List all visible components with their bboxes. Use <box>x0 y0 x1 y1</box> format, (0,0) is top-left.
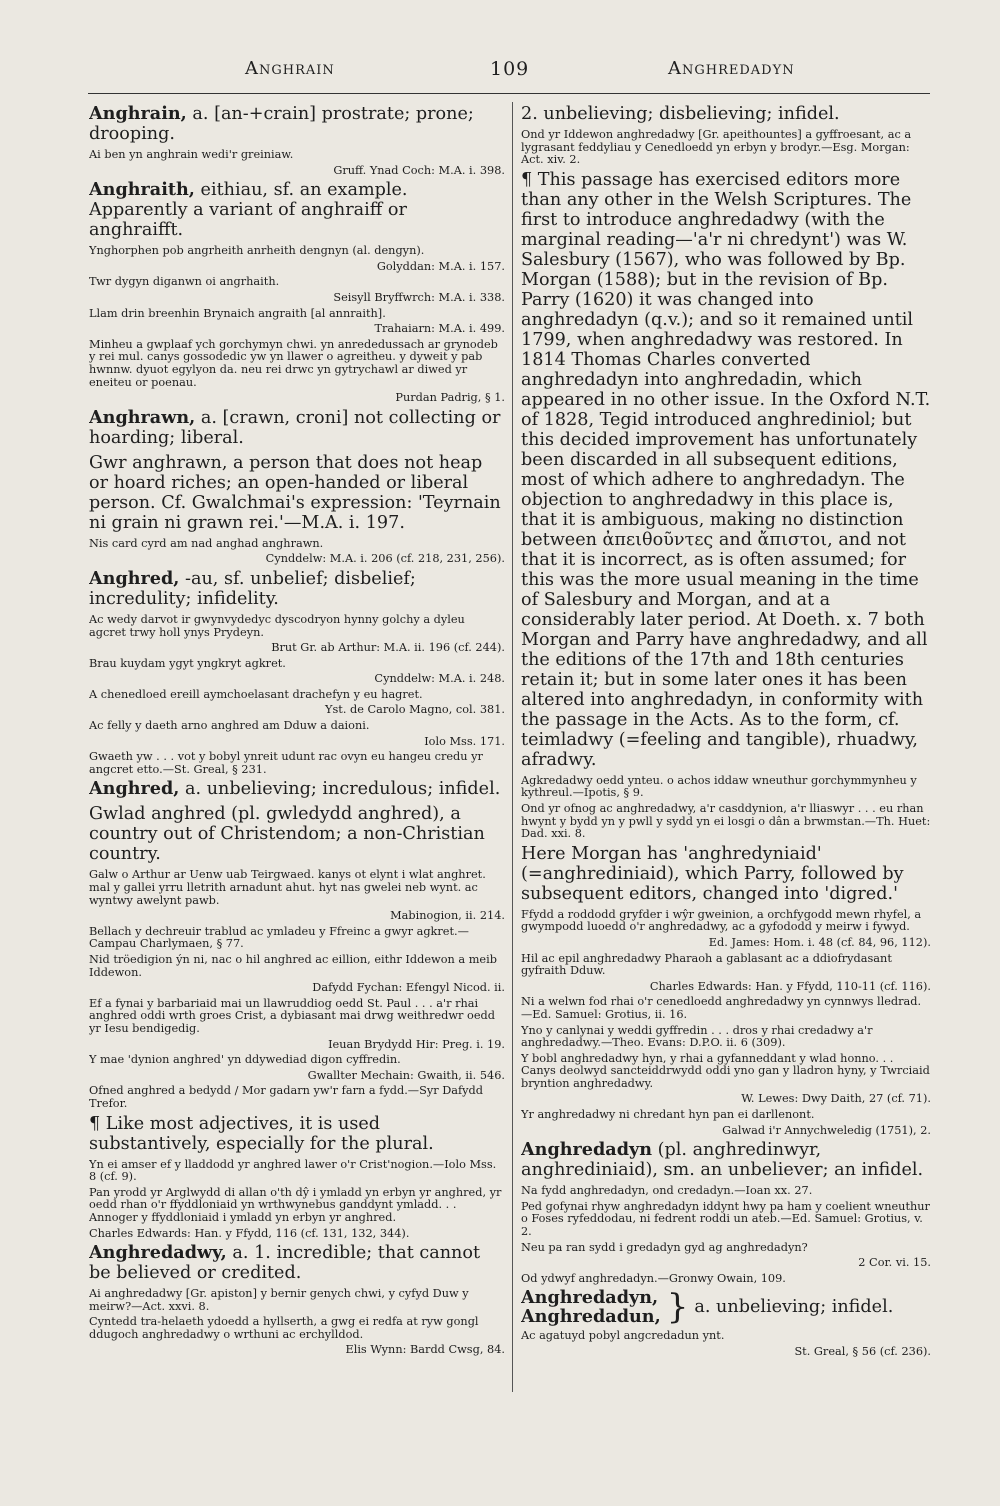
dictionary-entry <box>89 180 505 240</box>
citation: Charles Edwards: Han. y Ffydd, 116 (cf. 131, 132, 344). <box>89 1226 410 1240</box>
citation: Elis Wynn: Bardd Cwsg, 84. <box>345 1343 505 1357</box>
quotation: Ac felly y daeth arno anghred am Dduw a daioni. <box>89 719 370 733</box>
running-head-right: Anghredadyn <box>668 58 795 79</box>
sense-text: 2. unbelieving; disbelieving; infidel. <box>521 104 840 124</box>
quotation: Twr dygyn diganwn oi angrhaith. <box>89 275 280 289</box>
header-rule <box>88 93 930 94</box>
quotation: Yno y canlynai y weddi gyffredin . . . dros y rhai credadwy a'r anghredadwy.—Theo. Evans: D.P.O. ii. 6 (309). <box>521 1023 873 1050</box>
quotation: Minheu a gwplaaf ych gorchymyn chwi. yn anrededussach ar grynodeb y rei mul. canys gossodedic yw yn llawer o agreitheu. y dyweit y pab hwnnw. dyuot egylyon da. neu rei drwc yn gytrychawl ar diwed yr eneiteu or poenau. <box>89 337 498 389</box>
definition: a. unbelieving; infidel. <box>694 1297 894 1318</box>
citation: Yst. de Carolo Magno, col. 381. <box>325 703 505 717</box>
quotation: Gwaeth yw . . . vot y bobyl ynreit udunt rac ovyn eu hangeu credu yr angcret etto.—St. Greal, § 231. <box>89 750 483 776</box>
headword: Anghrain, <box>89 104 187 124</box>
citation: Trahaiarn: M.A. i. 499. <box>374 322 505 336</box>
headword-group <box>521 1288 661 1326</box>
quotation: Ai ben yn anghrain wedi'r greiniaw. <box>89 148 294 161</box>
definition: -au, sf. unbelief; disbelief; incredulity; infidelity. <box>89 568 416 609</box>
citation: Purdan Padrig, § 1. <box>395 391 505 405</box>
quotation: Agkredadwy oedd ynteu. o achos iddaw wneuthur gorchymmynheu y kythreul.—Ipotis, § 9. <box>521 773 917 800</box>
definition: a. 1. incredible; that cannot be believed or credited. <box>89 1243 481 1284</box>
quotation: Nis card cyrd am nad anghad anghrawn. <box>89 536 324 550</box>
citation: Charles Edwards: Han. y Ffydd, 110-11 (cf. 116). <box>649 979 931 993</box>
dictionary-entry <box>89 1243 505 1283</box>
quotation: Bellach y dechreuir trablud ac ymladeu y Ffreinc a gwyr agkret.—Campau Charlymaen, § 77. <box>89 924 469 951</box>
quotation: Galw o Arthur ar Uenw uab Teirgwaed. kanys ot elynt i wlat anghret. mal y gallei yrru lletrith arnadunt ahut. hyt nas gwelei neb wynt. ac wyntwy awelynt pawb. <box>89 868 486 907</box>
definition: (pl. anghredinwyr, anghrediniaid), sm. an unbeliever; an infidel. <box>521 1140 924 1181</box>
quotation: Ofned anghred a bedydd / Mor gadarn yw'r farn a fydd.—Syr Dafydd Trefor. <box>89 1084 484 1110</box>
quotation: Ynghorphen pob angrheith anrheith dengnyn (al. dengyn). <box>89 244 425 258</box>
citation: Iolo Mss. 171. <box>424 734 505 748</box>
right-column <box>521 104 931 1484</box>
dictionary-entry <box>89 104 505 144</box>
quotation: Ac wedy darvot ir gwynvydedyc dyscodryon hynny golchy a dyleu agcret trwy holl ynys Prydeyn. <box>89 612 465 639</box>
quotation: Yr anghredadwy ni chredant hyn pan ei darllenont. <box>521 1108 815 1122</box>
quotation: Brau kuydam ygyt yngkryt agkret. <box>89 656 286 670</box>
quotation: Neu pa ran sydd i gredadyn gyd ag anghredadyn? <box>521 1240 808 1254</box>
definition: eithiau, sf. an example. Apparently a variant of anghraiff or anghraifft. <box>89 180 408 241</box>
citation: Gwallter Mechain: Gwaith, ii. 546. <box>307 1068 505 1082</box>
quotation: Hil ac epil anghredadwy Pharaoh a gablasant ac a ddiofrydasant gyfraith Dduw. <box>521 951 892 978</box>
headword: Anghredadun, <box>521 1306 661 1328</box>
quotation: Ond yr Iddewon anghredadwy [Gr. apeithountes] a gyffroesant, ac a lygrasant feddyliau y Cenedloedd yn erbyn y brodyr.—Esg. Morgan: Act. xiv. 2. <box>521 128 912 167</box>
sense-text: Gwlad anghred (pl. gwledydd anghred), a country out of Christendom; a non-Christian country. <box>89 804 485 865</box>
quotation: Ef a fynai y barbariaid mai un llawruddiog oedd St. Paul . . . a'r rhai anghred oddi wrth groes Crist, a dybiasant mai drwg weithredwr oedd yr Iesu bendigedig. <box>89 996 495 1035</box>
sense-text: ¶ This passage has exercised editors more than any other in the Welsh Scriptures. The first to introduce anghredadwy (with the marginal reading—'a'r ni chredynt') was W. Salesbury (1567), who was followed by Bp. Morgan (1588); but in the revision of Bp. Parry (1620) it was changed into anghredadyn (q.v.); and so it remained until 1799, when anghredadwy was restored. In 1814 Thomas Charles converted anghredadyn into anghredadin, which appeared in no other issue. In the Oxford N.T. of 1828, Tegid introduced anghrediniol; but this decided improvement has unfortunately been discarded in all subsequent editions, most of which adhere to anghredadyn. The objection to anghredadwy in this place is, that it is ambiguous, making no distinction between ἀπειθοῦντες and ἄπιστοι, and not that it is incorrect, as is often assumed; for this was the more usual meaning in the time of Salesbury and Morgan, and at a considerably later period. At Doeth. x. 7 both Morgan and Parry have anghredadwy, and all the editions of the 17th and 18th centuries retain it; but in some later ones it has been altered into anghredadyn, in conformity with the passage in the Acts. As to the form, cf. teimladwy (=feeling and tangible), rhuadwy, afradwy. <box>521 169 931 770</box>
quotation: Na fydd anghredadyn, ond credadyn.—Ioan xx. 27. <box>521 1184 813 1198</box>
quotation: Y mae 'dynion anghred' yn ddywediad digon cyffredin. <box>89 1053 401 1067</box>
citation: Dafydd Fychan: Efengyl Nicod. ii. <box>312 981 505 995</box>
brace-glyph: } <box>666 1287 689 1328</box>
sense-text: ¶ Like most adjectives, it is used substantively, especially for the plural. <box>89 1113 434 1154</box>
left-column <box>89 104 505 1484</box>
quotation: Ond yr ofnog ac anghredadwy, a'r casddynion, a'r lliaswyr . . . eu rhan hwynt y bydd yn y pwll y sydd yn ei losgi o dân a brwmstan.—Th. Huet: Dad. xxi. 8. <box>521 801 931 841</box>
headword: Anghredadyn <box>521 1139 653 1161</box>
citation: Mabinogion, ii. 214. <box>390 909 505 923</box>
dictionary-entry <box>89 408 505 448</box>
quotation: Nid tröedigion ýn ni, nac o hil anghred ac eillion, eithr Iddewon a meib Iddewon. <box>89 953 497 979</box>
dictionary-entry <box>521 1288 931 1326</box>
definition: a. unbelieving; incredulous; infidel. <box>185 779 501 800</box>
sense-text: Gwr anghrawn, a person that does not heap or hoard riches; an open-handed or liberal person. Cf. Gwalchmai's expression: 'Teyrnain ni grain ni grawn rei.'—M.A. i. 197. <box>89 452 501 533</box>
running-head-left: Anghrain <box>245 58 335 79</box>
citation: W. Lewes: Dwy Daith, 27 (cf. 71). <box>741 1092 931 1106</box>
headword: Anghredadyn, <box>521 1287 659 1309</box>
quotation: Llam drin breenhin Brynaich angraith [al annraith]. <box>89 306 386 320</box>
quotation: Od ydwyf anghredadyn.—Gronwy Owain, 109. <box>521 1271 786 1285</box>
quotation: Pan yrodd yr Arglwydd di allan o'th dŷ i ymladd yn erbyn yr anghred, yr oedd rhan o'r ffyddloniaid yn wrthwynebus ganddynt ymladd. . . Annoger y ffyddloniaid i ymladd yn erbyn yr anghred. <box>89 1185 502 1224</box>
headword: Anghred, <box>89 567 180 589</box>
page-number: 109 <box>490 58 530 80</box>
headword: Anghrawn, <box>89 406 196 428</box>
quotation: Ped gofynai rhyw anghredadyn iddynt hwy pa ham y coelient wneuthur o Foses ryfeddodau, ni fedrent roddi un ateb.—Ed. Samuel: Grotius, v. 2. <box>521 1199 930 1239</box>
quotation: Ac agatuyd pobyl angcredadun ynt. <box>521 1329 725 1343</box>
citation: Ieuan Brydydd Hir: Preg. i. 19. <box>328 1037 505 1051</box>
citation: Cynddelw: M.A. i. 206 (cf. 218, 231, 256). <box>265 552 505 566</box>
citation: Brut Gr. ab Arthur: M.A. ii. 196 (cf. 244). <box>271 641 505 655</box>
definition: a. [crawn, croni] not collecting or hoarding; liberal. <box>89 407 501 448</box>
citation: Gruff. Ynad Coch: M.A. i. 398. <box>333 163 505 177</box>
dictionary-entry <box>89 779 505 799</box>
column-separator <box>512 102 513 1392</box>
headword: Anghraith, <box>89 179 195 201</box>
quotation: Ai anghredadwy [Gr. apiston] y bernir genych chwi, y cyfyd Duw y meirw?—Act. xxvi. 8. <box>89 1287 469 1313</box>
citation: Ed. James: Hom. i. 48 (cf. 84, 96, 112). <box>708 935 931 949</box>
quotation: Ffydd a roddodd gryfder i wŷr gweinion, a orchfygodd mewn rhyfel, a gwympodd luoedd o'r anghredadwy, ac a gyfododd y meirw i fywyd. <box>521 907 922 934</box>
definition: a. [an-+crain] prostrate; prone; drooping. <box>89 104 474 144</box>
headword: Anghred, <box>89 778 180 800</box>
dictionary-entry <box>521 1140 931 1180</box>
citation: Seisyll Bryffwrch: M.A. i. 338. <box>333 290 505 304</box>
citation: Golyddan: M.A. i. 157. <box>376 259 505 273</box>
citation: 2 Cor. vi. 15. <box>858 1256 931 1270</box>
citation: Galwad i'r Annychweledig (1751), 2. <box>722 1123 931 1137</box>
headword: Anghredadwy, <box>89 1242 227 1264</box>
citation: Cynddelw: M.A. i. 248. <box>374 672 505 686</box>
dictionary-entry <box>89 569 505 609</box>
citation: St. Greal, § 56 (cf. 236). <box>794 1345 931 1358</box>
quotation: Y bobl anghredadwy hyn, y rhai a gyfanneddant y wlad honno. . . Canys deolwyd sancteiddrwydd oddi yno gan y lladron hyny, y Twrciaid bryntion anghredadwy. <box>521 1051 930 1090</box>
quotation: Yn ei amser ef y lladdodd yr anghred lawer o'r Crist'nogion.—Iolo Mss. 8 (cf. 9). <box>89 1157 497 1184</box>
quotation: Ni a welwn fod rhai o'r cenedloedd anghredadwy yn cynnwys lledrad.—Ed. Samuel: Grotius, ii. 16. <box>521 995 922 1021</box>
quotation: Cyntedd tra-helaeth ydoedd a hyllserth, a gwg ei redfa at ryw gongl ddugoch anghredadwy o wrthuni ac erchylldod. <box>89 1315 479 1341</box>
quotation: A chenedloed ereill aymchoelasant drachefyn y eu hagret. <box>89 687 423 701</box>
sense-text: Here Morgan has 'anghredyniaid' (=anghrediniaid), which Parry, followed by subsequent editors, changed into 'digred.' <box>521 843 904 904</box>
